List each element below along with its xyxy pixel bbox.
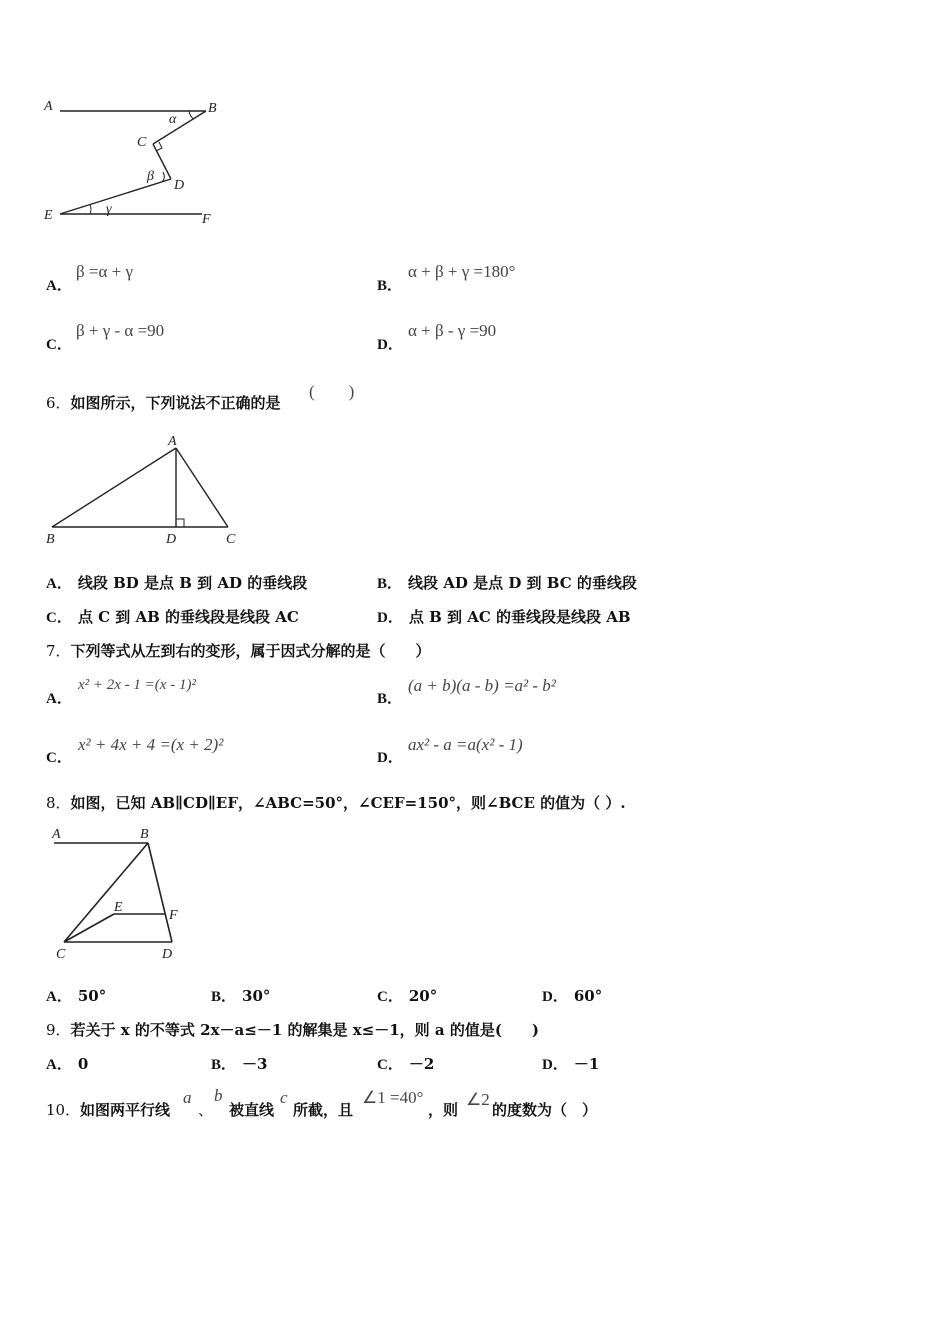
q5-option-a[interactable]: A． — [46, 278, 72, 294]
q5-label-b: B — [208, 101, 217, 116]
q5-label-alpha: α — [169, 112, 177, 127]
q7-option-d-text: ax² - a =a(x² - 1) — [408, 735, 523, 754]
q5-label-gamma: γ — [106, 202, 112, 217]
q9-option-c[interactable]: C． －2 — [377, 1055, 435, 1073]
q5-option-a-text: β =α + γ — [76, 262, 133, 281]
q6-label-b: B — [46, 532, 55, 547]
q6-label-c: C — [226, 532, 236, 547]
q5-label-e: E — [44, 208, 53, 223]
q8-figure — [44, 824, 194, 964]
q10-part4: ，则 — [428, 1101, 459, 1119]
q7-option-b-text: (a + b)(a - b) =a² - b² — [408, 676, 556, 695]
q7-option-c-text: x² + 4x + 4 =(x + 2)² — [78, 735, 224, 754]
q8-label-b: B — [140, 827, 149, 842]
q8-option-b[interactable]: B． 30° — [211, 987, 271, 1005]
q8-label-a: A — [52, 827, 61, 842]
q5-label-d: D — [174, 178, 185, 193]
q10-var-c: c — [280, 1088, 288, 1107]
q10-var-a: a — [183, 1088, 192, 1107]
q7-option-c[interactable]: C． — [46, 750, 72, 766]
q7-option-b[interactable]: B． — [377, 691, 403, 707]
q6-label-d: D — [166, 532, 177, 547]
q8-label-e: E — [114, 900, 123, 915]
q7-stem: 7．下列等式从左到右的变形，属于因式分解的是（ ） — [46, 642, 431, 660]
q5-label-beta: β — [147, 169, 154, 184]
q6-option-a[interactable]: A． 线段 BD 是点 B 到 AD 的垂线段 — [46, 574, 308, 592]
q9-option-a[interactable]: A． 0 — [46, 1055, 89, 1073]
q8-label-f: F — [169, 908, 178, 923]
q10-part5: 的度数为（ ） — [492, 1101, 598, 1119]
q5-label-a: A — [44, 99, 53, 114]
q8-label-d: D — [162, 947, 173, 962]
q6-figure — [40, 430, 250, 550]
q10-part3: 所截，且 — [293, 1101, 354, 1119]
q5-option-c[interactable]: C． — [46, 337, 72, 353]
q5-figure — [40, 92, 230, 232]
q6-option-d[interactable]: D． 点 B 到 AC 的垂线段是线段 AB — [377, 608, 631, 626]
q8-label-c: C — [56, 947, 66, 962]
q10-part1: 如图两平行线 — [80, 1101, 171, 1119]
q10-sep: 、 — [198, 1101, 214, 1119]
q6-stem: 6．如图所示，下列说法不正确的是 — [46, 394, 281, 412]
q8-stem: 8．如图，已知 AB∥CD∥EF，∠ABC=50°，∠CEF=150°，则∠BCE 的值为（ ）. — [46, 794, 626, 812]
q9-stem: 9．若关于 x 的不等式 2x－a≤－1 的解集是 x≤－1，则 a 的值是( ) — [46, 1021, 540, 1039]
q5-label-f: F — [202, 212, 211, 227]
q5-option-b-text: α + β + γ =180° — [408, 262, 516, 281]
q5-option-d[interactable]: D． — [377, 337, 403, 353]
q10-var-b: b — [214, 1086, 223, 1105]
q6-label-a: A — [168, 434, 177, 449]
q6-option-b[interactable]: B． 线段 AD 是点 D 到 BC 的垂线段 — [377, 574, 637, 592]
q10-angle1: ∠1 =40° — [362, 1088, 424, 1107]
q8-option-c[interactable]: C． 20° — [377, 987, 438, 1005]
q10-number: 10． — [46, 1101, 81, 1119]
q10-angle2: ∠2 — [466, 1090, 490, 1109]
q7-option-d[interactable]: D． — [377, 750, 403, 766]
q6-option-c[interactable]: C． 点 C 到 AB 的垂线段是线段 AC — [46, 608, 299, 626]
q5-option-c-text: β + γ - α =90 — [76, 321, 165, 340]
q7-option-a-text: x² + 2x - 1 =(x - 1)² — [78, 677, 196, 693]
q6-paren: ( ) — [309, 382, 355, 401]
q9-option-b[interactable]: B． －3 — [211, 1055, 268, 1073]
q10-part2: 被直线 — [229, 1101, 275, 1119]
q8-option-a[interactable]: A． 50° — [46, 987, 107, 1005]
q5-label-c: C — [137, 135, 147, 150]
q5-option-d-text: α + β - γ =90 — [408, 321, 497, 340]
q7-option-a[interactable]: A． — [46, 691, 72, 707]
q8-option-d[interactable]: D． 60° — [542, 987, 603, 1005]
q5-option-b[interactable]: B． — [377, 278, 403, 294]
q9-option-d[interactable]: D． －1 — [542, 1055, 600, 1073]
